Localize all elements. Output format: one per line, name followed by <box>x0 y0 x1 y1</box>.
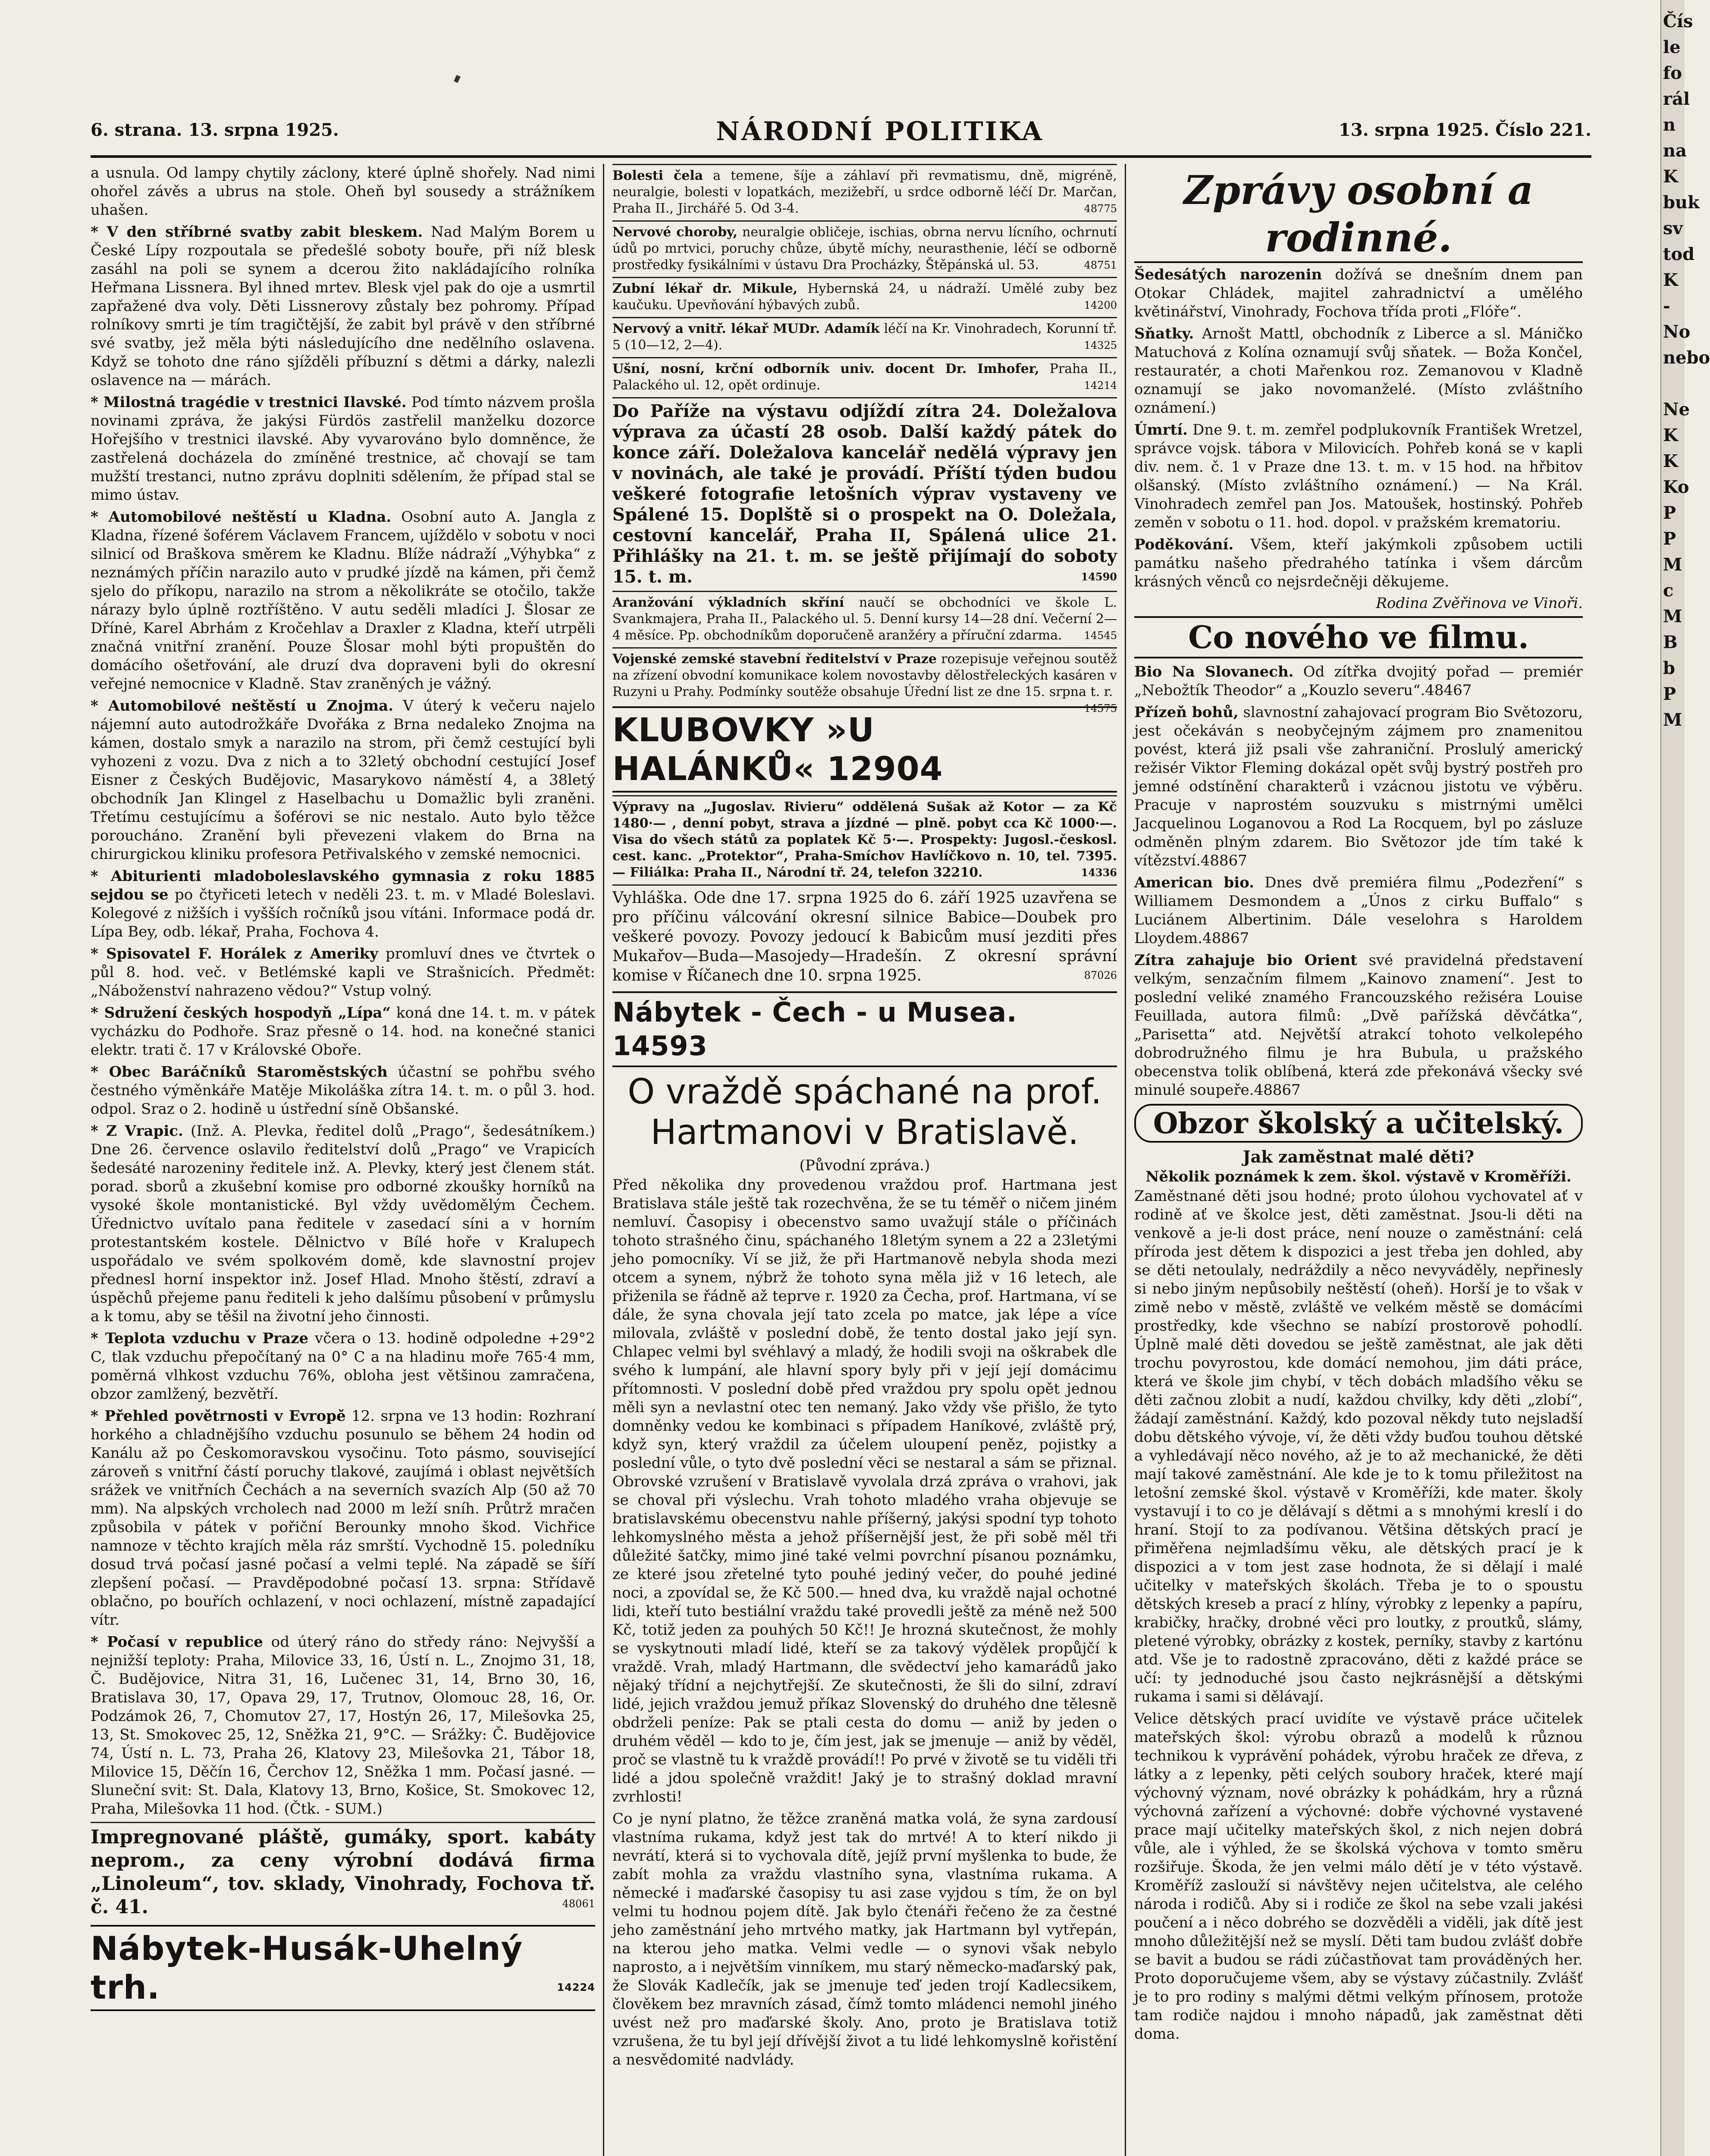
news-item-text: Pod tímto názvem prošla novinami zpráva, že jakýsi Fürdös zastřelil manželku dozorce Hořejšího v trestnici ilavské. Aby vyvarováno bylo domněnce, že zastřelená docházela do zmíněné trestnice, ač chovají se tam mužští trestanci, nutno zprávu doplniti sdělením, že případ stal se mimo ústav. <box>91 394 596 504</box>
page-header <box>91 116 1591 158</box>
ad-dolezal <box>612 397 1117 591</box>
column-rule <box>1125 164 1126 2156</box>
ad-code: 14593 <box>612 1030 708 1062</box>
news-item <box>91 508 595 693</box>
news-item-lead: * Automobilové neštěstí u Znojma. <box>91 697 394 714</box>
ad-nabytek-cech <box>612 991 1117 1067</box>
personal-item <box>1134 421 1583 532</box>
ad-code: 48867 <box>1202 930 1249 947</box>
ad-code: 14214 <box>1084 379 1117 392</box>
news-item-text: promluví dnes ve čtvrtek o půl 8. hod. več. v Betlémské kapli ve Strašnicích. Předmět: „Náboženství nahrazeno vědou?“ Vstup volný. <box>91 945 595 1000</box>
film-item-text: slavnostní zahajovací program Bio Světozoru, jest očekáván s neobyčejným zájmem pro znamenitou povést, která již psali vše zahraniční. Proslulý americký režisér Viktor Fleming dokázal opět svůj bystrý postřeh pro jemné odstínění charakterů i vzácnou jistotu ve výběru. Pracuje v naprostém souzvuku s mistrnými umělci Jacquelinou Loganovou a Rod La Rocquem, byl po zásluze odměněn plným zdarem. Bio Světozor jde tím také k vítězství. <box>1134 704 1583 869</box>
film-item <box>1134 703 1583 870</box>
school-article-title: Jak zaměstnat malé děti? <box>1242 1147 1475 1166</box>
news-item-lead: * Sdružení českých hospodyň „Lípa“ <box>91 1004 391 1022</box>
personal-item <box>1134 325 1583 417</box>
news-item <box>91 164 595 219</box>
news-item-lead: * Počasí v republice <box>91 1633 263 1651</box>
ad-code: 14200 <box>1084 299 1117 311</box>
personal-item-lead: Šedesátých narozenin <box>1134 266 1322 283</box>
personal-item <box>1134 266 1583 321</box>
ad-code: 12904 <box>827 749 943 788</box>
personal-item-lead: Úmrtí. <box>1134 421 1188 439</box>
thanks-signature: Rodina Zvěřinova ve Vinoři. <box>1376 595 1583 612</box>
story-paragraph: Co je nyní platno, že těžce zraněná matka volá, že syna zardousí vlastníma rukama, když jest tak do mrtvé! A to kterí nikdo ji nevrátí, která si to vychovala dítě, jejíž první myšlenka to bude, že zabít mohla za vraždu vlastního syna, vlastníma rukama. A německé i maďarské časopisy tu asi zase vyjdou s tím, že on byl velmi tu hodnou pojem dítě. Jak bylo čtenáři řečeno že za čestné jeho zaměstnání jeho mrtvého matky, jak Hartmann byl vytřepán, na kterou jeho matka. Velmi vedle — o synovi však nebylo naprosto, a i největším vinníkem, mu starý německo-maďarský pak, že Slovák Kadlečík, jak se jmenuje teď jeden trojí Kadlecsikem, člověkem bez mravních zásad, čímž tomto mládenci nemohl jiného uvést než pro maďarské školy. Ano, proto je Bratislava totiž vzrušena, že tu byl její dřívější život a tu lidé lehkomyslně kořistění a nesvědomité nadvlády. <box>612 1810 1117 2068</box>
ad-impregnovane <box>91 1822 595 1922</box>
classified-ad-lead: Vojenské zemské stavební ředitelství v Praze <box>612 652 937 667</box>
classified-ad-lead: Ušní, nosní, krční odborník univ. docent Dr. Imhofer, <box>612 361 1039 376</box>
classified-ads <box>612 164 1117 397</box>
section-heading-personal: Zprávy osobní a rodinné. <box>1134 166 1583 263</box>
news-item-text: V úterý k večeru najelo nájemní auto autodrožkáře Dvořáka z Brna nedaleko Znojma na kámen, dostalo smyk a narazilo na strom, při čemž cestující byli vyhozeni z vozu. Dva z nich a to 32letý obchodní cestující Josef Eisner z Českých Budějovic, Masarykovo náměstí 4, a 38letý obchodník Jan Klingel z Haselbachu u Domažlic byli zraněni. Třetímu cestujícímu a šoférovi se nic nestalo. Auto bylo těžce poroucháno. Zranění byli převezeni vlakem do Brna na chirurgickou kliniku profesora Petřivalského v zemské nemocnici. <box>91 697 595 863</box>
story-paragraph: Před několika dny provedenou vraždou prof. Hartmana jest Bratislava stále ještě tak rozechvěna, že se tu téměř o ničem jiném nemluví. Časopisy i obecenstvo samo uvažují stále o příčinách tohoto strašného činu, spáchaného 18letým synem a 22 a 23letými jeho pomocníky. Ví se již, že při Hartmanově nebyla shoda mezi otcem a synem, nýbrž že tohoto syna měla již v 16 letech, ale přiženila se řádně až teprve r. 1920 za Čecha, prof. Hartmana, ví se dále, že syna chovala její tato zcela po matce, jak lépe a více milovala, zvláště v poslední době, že tento dostal jako její syn. Chlapec velmi byl svéhlavý a mladý, že hodili svoji na oškrabek dle svého k lumpání, ale hlavní spory byly při v její její domácimu přítomnosti. V poslední době před vraždou pry spolu opět jednou měli syn a nevlastní otec ten nemaný. Jako vždy vše přišlo, že tyto domněnky vedou ke kombinaci s případem Haníkové, zvláště prý, když syn, který vraždil za účelem uloupení peněz, pojistky a poslední vůle, o tyto dvě poslední věci se nestaral a sám se přiznal. Obrovské vzrušení v Bratislavě vyvolala drzá zpráva o vrahovi, jak se choval při výslechu. Vrah tohoto mladého vraha objevuje se bratislavskému obecenstvu nahle příšerný, jakýsi spodní typ tohoto lehkomyslného města a jehož příšernější jest, že při sobě měl tři důležité šatčky, mimo jiné také velmi povrchní písanou poznámku, ze které jsou zřetelné tyto pouhé jediný večer, do pouhé jediné noci, a zpovídal se, že Kč 500.— hned dva, ku vraždě najal ochotné lidi, kteří tuto bestiální vraždu také provedli ještě za méně než 500 Kč, totiž jeden za pouhých 50 Kč!! Je hrozná skutečnost, že mohly se vyskytnouti mladí lidé, kteří se za takový výdělek propůjčí k vraždě. Vrah, mladý Hartmann, dle svědectví jeho kamarádů jako nějaký třídní a nejchytřejší. Ze skutečnosti, že šli do silní, zdraví lidé, jejich vraždou jemuž příkaz Slovenský do druhého dne tělesně obdrželi peníze: Pak se ptali cesta do domu — aniž by jeden o druhém věděl — kdo to je, čím jest, jak se jmenuje — aniž by věděl, proč se vlastně tu k vraždě provádí!! Po prvé v životě se tu viděli tři lidé a jdou společně vraždit! Jaký je to strašný doklad mravní zvrhlosti! <box>612 1176 1117 1805</box>
ad-code: 48775 <box>1084 203 1117 215</box>
ad-code: 48751 <box>1084 259 1117 271</box>
news-item-lead: * Teplota vzduchu v Praze <box>91 1330 309 1347</box>
classified-ad <box>612 357 1117 397</box>
personal-item-text: dožívá se dnešním dnem pan Otokar Chládek, majitel zahradnictví a umělého květinářství, Vinohrady, Fochova třída proti „Flóře“. <box>1134 266 1583 320</box>
news-item-lead: * Abiturienti mladoboleslavského gymnasia z roku 1885 sejdou se <box>91 868 595 903</box>
news-item-lead: * Obec Baráčníků Staroměstských <box>91 1063 388 1081</box>
adjacent-page-text: Čís le fo rál n na K buk sv tod K - No nebo Ne K K Ko P P M c M B b P M <box>1663 11 1710 730</box>
film-item <box>1134 874 1583 948</box>
film-item-text: Dnes dvě premiéra filmu „Podezření“ s Williamem Desmondem a „Únos z cirku Buffalo“ s Luciánem Albertinim. Dále veselohra s Haroldem Lloydem. <box>1134 874 1583 947</box>
news-item <box>91 697 595 864</box>
news-item-lead: * Spisovatel F. Horálek z Ameriky <box>91 945 378 962</box>
news-item <box>91 1063 595 1119</box>
classified-ad <box>612 317 1117 357</box>
column-rule <box>603 164 604 2156</box>
news-item <box>91 1004 595 1059</box>
personal-item-text: Dne 9. t. m. zemřel podplukovník František Wretzel, správce vojsk. tábora v Milovicích. Pohřeb koná se v kapli div. nem. č. 1 v Praze dne 13. t. m. v 15 hod. na hřbitov olšanský. (Místo zvláštního oznámení.) — Na Král. Vinohradech zemřel pan Jos. Matoušek, hostinský. Pohřeb zeměn v sobotu o 11. hod. dopol. v pražském krematoriu. <box>1134 421 1583 531</box>
classified-ad <box>612 277 1117 317</box>
column-middle <box>612 164 1117 2156</box>
ad-code: 48061 <box>562 1898 595 1910</box>
classified-ad-lead: Bolesti čela <box>612 168 703 183</box>
personal-news <box>1134 266 1583 591</box>
section-heading-film: Co nového ve filmu. <box>1134 616 1583 658</box>
personal-item-text: Arnošt Mattl, obchodník z Liberce a sl. Máničko Matuchová z Kolína oznamují svůj sňatek. — Boža Končel, restauratér, a choti Mařenkou roz. Zemanovou v Kladně oznamují se jako novomanželé. (Místo zvláštního oznámení.) <box>1134 325 1583 417</box>
story-headline: O vraždě spáchané na prof. Hartmanovi v Bratislavě. <box>628 1072 1102 1152</box>
ad-code: 14325 <box>1084 339 1117 351</box>
notice-vyhlaska-text: Vyhláška. Ode dne 17. srpna 1925 do 6. září 1925 uzavřena se pro příčinu válcování okresní silnice Babice—Doubek pro veškeré povozy. Povozy jedoucí k Babicům musí jezditi přes Mukařov—Buda—Masojedy—Hradešín. Z okresní správní komise v Říčanech dne 10. srpna 1925. <box>612 889 1117 984</box>
ad-code: 48467 <box>1425 682 1472 699</box>
news-item <box>91 223 595 390</box>
film-item-lead: American bio. <box>1134 874 1255 891</box>
ad-klubovky <box>612 706 1117 793</box>
news-item <box>91 393 595 505</box>
classified-ad-lead: Zubní lékař dr. Mikule, <box>612 281 798 296</box>
news-item-lead: * Milostná tragédie v trestnici Ilavské. <box>91 394 407 411</box>
classified-ad <box>612 164 1117 220</box>
film-item-lead: Zítra zahajuje bio Orient <box>1134 952 1357 969</box>
ad-husak-text: Nábytek-Husák-Uhelný trh. <box>91 1929 523 2006</box>
news-item <box>91 867 595 941</box>
ad-code: 14590 <box>1081 570 1117 583</box>
ad-dolezal-text: Do Paříže na výstavu odjíždí zítra 24. Doležalova výprava za účastí 28 osob. Další každý pátek do konce září. Doležalova kancelář nedělá výpravy jen v novinách, ale také je provádí. Příští týden budou veškeré fotografie letošních výprav vystaveny ve Spálené 15. Doplště si o prospekt na O. Doležala, cestovní kancelář, Praha II, Spálená ulice 21. Přihlášky na 21. t. m. se ještě přijímají do soboty 15. t. m. <box>612 401 1117 587</box>
masthead-title: NÁRODNÍ POLITIKA <box>716 116 1044 147</box>
news-item <box>91 1633 595 1818</box>
ad-jugoslav <box>612 795 1117 884</box>
classified-ad-text: a temene, šíje a záhlaví při revmatismu, dně, migréně, neuralgie, bolesti v lopatkách, mezižebří, u srdce odborně léčí Dr. Marčan, Praha II., Jirchářé 5. Od 3-4. <box>612 168 1117 216</box>
news-item-text: po čtyřiceti letech v neděli 23. t. m. v Mladé Boleslavi. Kolegové z nižších i vyšších ročníků jsou vítáni. Informace podá dr. Lípa Bey, odb. lékař, Praha, Fochova 4. <box>91 886 595 940</box>
film-item <box>1134 951 1583 1100</box>
news-item-lead: * Automobilové neštěstí u Kladna. <box>91 508 392 526</box>
header-page-date: 6. strana. 13. srpna 1925. <box>91 120 339 140</box>
news-item-text: včera o 13. hodině odpoledne +29°2 C, tlak vzduchu přepočítaný na 0° C a na hladinu moře 765·4 mm, poměrná vlhkost vzduchu 76%, obloha jest většinou zamračena, obzor zamlžený, bezvětří. <box>91 1330 595 1403</box>
news-item-text: Osobní auto A. Jangla z Kladna, řízené šoférem Václavem Francem, ujíždělo v sobotu v noci silnicí od Braškova směrem ke Kladnu. Blíže nádraží „Výhybka“ z neznámých příčin narazilo auto v prudké jízdě na kámen, při čemž sjelo do příkopu, narazilo na strom a několikráte se otočilo, takže nárazy bylo úplně roztříštěno. V autu seděli mladíci J. Šlosar ze Dřínė, Karel Abrhám z Kročehlav a Draxler z Kladna, kteří utrpěli značná vnitřní zranění. Pouze Šlosar mohl býti propuštěn do domácího ošetřování, ale druzí dva dopraveni byli do okresní veřejné nemocnice v Kladně. Stav zraněných je vážný. <box>91 508 596 693</box>
story-kicker: (Původní zpráva.) <box>799 1157 930 1174</box>
classified-ad <box>612 591 1117 647</box>
classified-ad-text: Hybernská 24, u nádraží. Umělé zuby bez kaučuku. Upevňování hýbavých zubů. <box>612 281 1117 313</box>
column-right <box>1134 164 1583 2156</box>
notice-vyhlaska <box>612 884 1117 989</box>
news-item-lead: * Z Vrapic. <box>91 1122 183 1140</box>
news-item <box>91 1407 595 1630</box>
ad-code: 48867 <box>1200 852 1247 869</box>
ad-jugoslav-text: Výpravy na „Jugoslav. Rivieru“ oddělená Sušak až Kotor — za Kč 1480·— , denní pobyt, strava a jízdné — plně. pobyt cca Kč 1000·—. Visa do všech států za poplatek Kč 5·—. Prospekty: Jugosl.-českosl. cest. kanc. „Protektor“, Praha-Smíchov Havlíčkovo n. 10, tel. 7395. — Filiálka: Praha II., Národní tř. 24, telefon 32210. <box>612 799 1117 880</box>
news-item <box>91 1329 595 1404</box>
classified-ads-2 <box>612 591 1117 714</box>
news-item-text: Nad Malým Borem u České Lípy rozpoutala se předešlé soboty bouře, při níž blesk zasáhl na poli se synem a dcerou žito nakládajícího rolníka Heřmana Lissnera. Byl ihned mrtev. Blesk vjel pak do oje a usmrtil zapřažené dva voly. Děti Lissnerovy zůstaly bez pohromy. Případ rolníkovy smrti je tím tragičtější, že zabit byl právě v den stříbrné své svatby, jež měla býti následujícího dne nedělního oslavena. Když se tohoto dne ráno sjížděli příbuzní s dětmi a dárky, nalezli oslavence na — márách. <box>91 223 595 389</box>
film-item-text: své pravidelná představení velkým, senzačním filmem „Kainovo znamení“. Jest to poslední veliké znamého Francouzského režiséra Louise Feuillada, autora filmů: „Dvě pařížská děvčátka“, „Parisetta“ atd. Největší atrakcí tohoto velkolepého dobrodružného filmu je hra Bubula, u pražského obecenstva tolik oblíbená, která zde překonává všecky své minulé soupeře. <box>1134 952 1583 1099</box>
ad-code: 14545 <box>1084 630 1117 642</box>
news-item <box>91 945 595 1000</box>
school-paragraph: Zaměstnané děti jsou hodné; proto úlohou vychovatel ať v rodině ať ve školce jest, děti zaměstnat. Jsou-li děti na venkově a je-li dost práce, není nouze o zaměstnání: celá příroda jest dětem k dispozici a jest třeba jen dohled, aby se děti netoulaly, nedráždily a něco nevyváděly, nepřinesly si nebo jiným nepůsobily neštěstí (oheň). Horší je to však v zimě nebo v městě, zvláště ve velkém městě se domácími prostředky, kde všechno se nabízí prostorově pohodlí. Úplně malé děti dovedou se ještě zaměstnat, ale jak děti trochu povyrostou, kde domácí nemohou, jim dáti práce, která ve škole jim chybí, v těch dobách mladšího věku se děti začnou zlobit a nudí, každou chvilky, kdy děti „zlobí“, žádají zaměstnání. Každý, kdo pozoval někdy tuto nejsladší dobu dětského vývoje, ví, že děti vždy buďou touhou dětské a vyhledávají něco nového, až je to až mechanické, že děti mají takové zaměstnání. Ale kde je to k tomu přiležitost na letošní zemské škol. výstavě v Kroměříži, kde mater. školy vystavují i to co je dělávají s dětmi a s mnohými kreslí i do hraní. Stojí to za podívanou. Většina dětských prací je přiměřena nejmladšímu věku, ale dětských prací je k dispozici a v tom jest zase hodnota, že si dělají i malé učitelky v mateřských školách. Třeba je to o spoustu dětských kreseb a prací z hlíny, výrobky z lepenky a papíru, krabičky, hračky, drobné věci pro loutky, z proutků, slámy, pletené výrobky, obrázky z kostek, perníky, stavby z kartónu atd. Vše je to radostně zpracováno, děti z každé práce se učí: ty jednoduché jsou často nejkrásnější a dětskými rukama i sami si dělávají. <box>1134 1188 1583 1705</box>
ad-impregnovane-text: Impregnované pláště, gumáky, sport. kabáty neprom., za ceny výrobní dodává firma „Linoleum“, tov. sklady, Vinohrady, Fochova tř. č. 41. <box>91 1826 595 1918</box>
ad-klubovky-text: KLUBOVKY »U HALÁNKŮ« <box>612 711 875 788</box>
classified-ad-text: rozepisuje veřejnou soutěž na zřízení obvodní komunikace kolem novostavby dělostřeleckých kasáren v Ruzyni u Prahy. Podmínky soutěže obsahuje Úřední list ze dne 15. srpna t. r. <box>612 652 1117 699</box>
news-item-text: 12. srpna ve 13 hodin: Rozhraní horkého a chladnějšího vzduchu posunulo se během 24 hodin od Kanálu až po Českomoravskou vysočinu. Toto pásmo, související zároveň s vnitřní částí poruchy tlakové, zaujímá i oblast největších srážek ve vnitřních Čechách a na severních svazích Alp (50 až 70 mm). Na alpských vrcholech nad 2000 m leží sníh. Průtrž mračen způsobila v pátek v pořiční Berounky mnoho škod. Vichřice namnoze v těchto krajích měla ráz smrští. Vychodně 15. poledníku dosud trvá počasí jasné počasí a velmi teplé. Na západě se šíří zlepšení počasí. — Pravděpodobné počasí 13. srpna: Střídavě oblačno, po bouřích ochlazení, v noci ochlazení, místně zapadající vítr. <box>91 1407 595 1629</box>
column-left <box>91 164 595 2156</box>
personal-item-text: Všem, kteří jakýmkoli způsobem uctili památku našeho předrahého tatínka i všem dárcům krásných věnců co nejsrdečněji děkujeme. <box>1134 536 1583 590</box>
classified-ad-lead: Nervový a vnitř. lékař MUDr. Adamík <box>612 321 880 336</box>
personal-item <box>1134 536 1583 591</box>
ad-husak <box>91 1925 595 2011</box>
film-item <box>1134 663 1583 700</box>
classified-ad-text: léčí na Kr. Vinohradech, Korunní tř. 5 (10—12, 2—4). <box>612 321 1117 353</box>
ad-code: 48867 <box>1254 1081 1301 1099</box>
adjacent-page-edge <box>1660 0 1710 2156</box>
news-item-text: účastní se pohřbu svého čestného výměnkáře Matěje Mikoláška zítra 14. t. m. o půl 3. hod. odpol. Sraz o 2. hodině u ústřední síně Obšanské. <box>91 1063 595 1118</box>
personal-item-lead: Poděkování. <box>1134 536 1234 553</box>
news-item <box>91 1122 595 1326</box>
classified-ad-lead: Nervové choroby, <box>612 225 738 240</box>
personal-item-lead: Sňatky. <box>1134 325 1194 342</box>
news-item-lead: * V den stříbrné svatby zabit bleskem. <box>91 223 423 241</box>
film-item-lead: Bio Na Slovanech. <box>1134 663 1294 680</box>
news-item-text: koná dne 14. t. m. v pátek vycházku do Podhoře. Sraz přesně o 14. hod. na konečné stanici elektr. trati č. 17 v Královské Oboře. <box>91 1004 596 1059</box>
header-issue-number: 13. srpna 1925. Číslo 221. <box>1339 120 1591 140</box>
school-paragraph: Velice dětských prací uvidíte ve výstavě práce učitelek mateřských škol: výrobu obrazů a modelů k různou technikou k vyprávění pohádek, výrobu hraček ze dřeva, z látky a z lepenky, pěti celých soubory hraček, které mají výchovný význam, nové obrázky k pohádkám, hry a různá výchovná zařízení a výchovné: dobře výchovné vystavené prace mají učitelky mateřských škol, z nich nejen dobrá vůle, ale i výhled, že se školská výchova v tomto směru rozšiřuje. Škoda, že jen velmi málo dětí je v této výstavě. Kroměříž zaslouží si návštěvy nejen učitelstva, ale celého národa i rodičů. Aby si i rodiče ze škol na sebe vzali jakési poučení a i něco dobrého se dozvěděli a viděli, jak dítě jest mnoho důležitější než se myslí. Děti tam budou zvlášť dobře se bavit a budou se rádi zúčastňovat tam prováděných her. Proto doporučujeme všem, aby se výstavy zúčastnily. Zvlášť je to pro rodiny s malými dětmi velkým přínosem, protože tam rodiče najdou i mnoho nápadů, jak zaměstnat děti doma. <box>1134 1710 1583 2043</box>
ad-code: 14336 <box>1081 866 1117 879</box>
ink-mark <box>454 75 461 83</box>
film-item-lead: Přízeň bohů, <box>1134 704 1239 721</box>
news-item-text: a usnula. Od lampy chytily záclony, které úplně shořely. Nad nimi ohořel závěs a ubrus na stole. Oheň byl sousedy a strážníkem uhašen. <box>91 164 595 219</box>
school-article-kicker: Několik poznámek k zem. škol. výstavě v Kroměříži. <box>1145 1168 1572 1185</box>
news-item-lead: * Přehled povětrnosti v Evropě <box>91 1407 346 1425</box>
classified-ad-lead: Aranžování výkladních skříní <box>612 595 844 610</box>
film-item-text: Od zítřka dvojitý pořad — premiér „Nebožtík Theodor“ a „Kouzlo severu“. <box>1134 663 1583 699</box>
news-items <box>91 164 595 1818</box>
classified-ad <box>612 647 1117 714</box>
news-item-text: od úterý ráno do středy ráno: Nejvyšší a nejnižší teploty: Praha, Milovice 33, 16, Ústí n. L., Znojmo 31, 18, Č. Budějovice, Nitra 31, 16, Lučenec 31, 14, Brno 30, 16, Bratislava 30, 17, Opava 29, 17, Trutnov, Olomouc 28, 16, Or. Podzámok 26, 7, Chomutov 27, 17, Hostýn 26, 17, Milešovka 25, 13, St. Smokovec 25, 12, Sněžka 21, 9°C. — Srážky: Č. Budějovice 74, Ústí n. L. 73, Praha 26, Klatovy 23, Milešovka 21, Tábor 18, Milovice 15, Děčín 16, Čerchov 12, Sněžka 1 mm. Počasí jasné. — Sluneční svit: St. Dala, Klatovy 13, Brno, Košice, St. Smokovec 12, Praha, Milešovka 11 hod. (Čtk. - SUM.) <box>91 1633 595 1818</box>
classified-ad-text: Praha II., Palackého ul. 12, opět ordinuje. <box>612 361 1117 393</box>
news-item-text: (Inž. A. Plevka, ředitel dolů „Prago“, šedesátníkem.) Dne 26. července oslavilo ředitelství dolů „Prago“ ve Vrapicích šedesáté narozeniny ředitele inž. A. Plevky, který jest členem stát. porad. sborů a zkušební komise pro odborné zkoušky horníků na vysoké škole montanistické. Byl vždy uvědomělým Čechem. Úřednictvo uvítalo pana ředitele v zasedací síni a v horním protestantském kostele. Dělnictvo v Bílé hoře v Kralupech uspořádalo ve svém spolkovém domě, kde slavnostní projev přednesl horní inspektor inž. Josef Hlad. Mnoho štěstí, zdraví a úspěchů přejeme panu řediteli k jeho dalšímu působení v průmyslu a k tomu, aby se těšil na životní jeho činnosti. <box>91 1122 596 1325</box>
classified-ad <box>612 220 1117 277</box>
ad-code: 14575 <box>1084 702 1117 714</box>
school-article-body <box>1134 1187 1583 2043</box>
film-news <box>1134 663 1583 1100</box>
section-heading-school: Obzor školský a učitelský. <box>1134 1104 1583 1143</box>
ad-code: 87026 <box>1084 969 1117 981</box>
classified-ad-text: naučí se obchodníci ve škole L. Svankmajera, Praha II., Palackého ul. 5. Denní kursy 14—28 dní. Večerní 2—4 měsíce. Pp. obchodníkům doporučeně aranžéry a příruční zdarma. <box>612 595 1117 643</box>
ad-code: 14224 <box>557 1981 595 1993</box>
ad-nabytek-cech-text: Nábytek - Čech - u Musea. <box>612 997 1017 1028</box>
story-body <box>612 1176 1117 2069</box>
classified-ad-text: neuralgie obličeje, ischias, obrna nervu lícního, ochrnutí údů po mrtvici, poruchy chůze, úbytě míchy, neurasthenie, léčí se odborně prostředky fysikálními v ústavu Dra Procházky, Štěpánská ul. 53. <box>612 225 1117 273</box>
